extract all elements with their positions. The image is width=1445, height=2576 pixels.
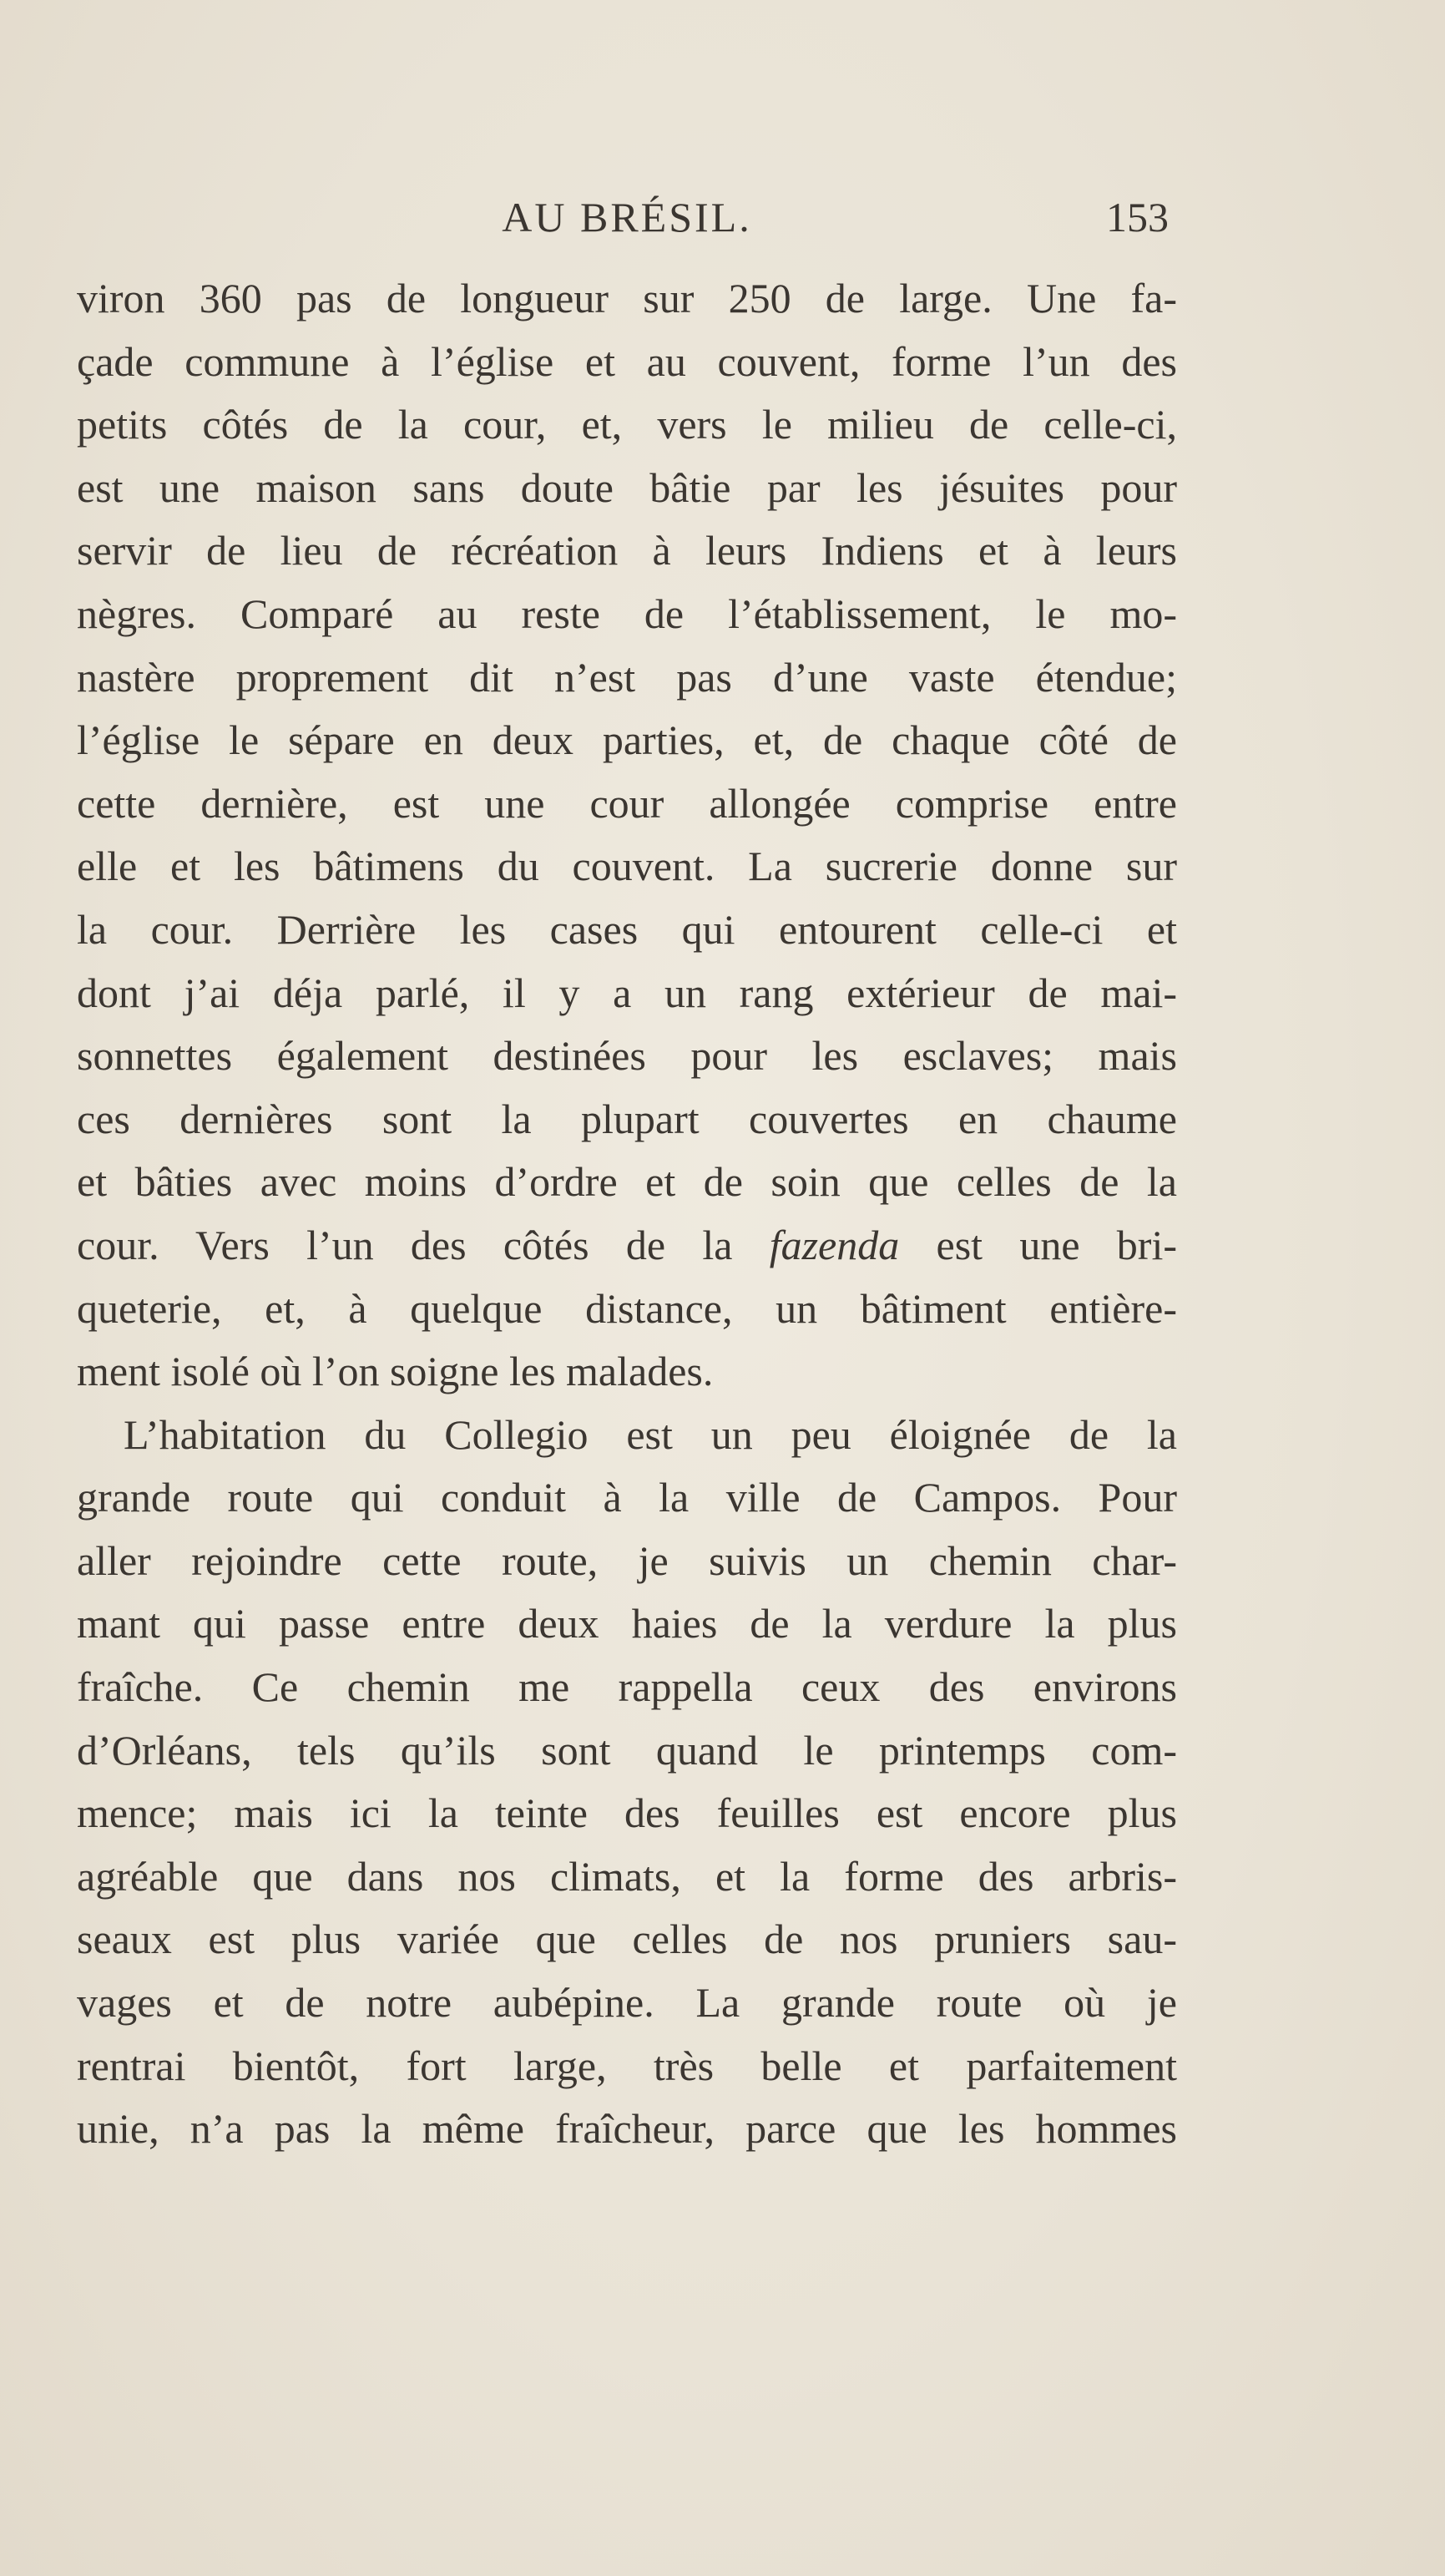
line-text: seaux est plus variée que celles de nos pruniers sau- bbox=[77, 1916, 1177, 1963]
line-text: aller rejoindre cette route, je suivis un chemin char- bbox=[77, 1536, 1177, 1584]
line-text: cette dernière, est une cour allongée comprise entre bbox=[77, 779, 1177, 827]
line-text: mence; mais ici la teinte des feuilles est encore plus bbox=[77, 1789, 1177, 1837]
text-line bbox=[77, 1845, 1177, 1909]
text-line bbox=[77, 1151, 1177, 1214]
text-line bbox=[77, 1278, 1177, 1341]
line-text: nègres. Comparé au reste de l’établissement, le mo- bbox=[77, 590, 1177, 637]
line-text: viron 360 pas de longueur sur 250 de large. Une fa- bbox=[77, 275, 1177, 321]
text-span: est une bri- bbox=[936, 1221, 1177, 1268]
paragraph bbox=[77, 1404, 1177, 2161]
line-text: dont j’ai déja parlé, il y a un rang extérieur de mai- bbox=[77, 969, 1177, 1016]
line-text: rentrai bientôt, fort large, très belle et parfaitement bbox=[77, 2042, 1177, 2089]
page-number: 153 bbox=[1106, 194, 1169, 240]
paragraph bbox=[77, 267, 1177, 1214]
text-line bbox=[77, 393, 1177, 457]
page-header bbox=[77, 185, 1177, 249]
text-line bbox=[77, 519, 1177, 583]
text-line bbox=[77, 1530, 1177, 1593]
text-line bbox=[77, 1088, 1177, 1151]
text-line bbox=[77, 1466, 1177, 1530]
text-line bbox=[77, 709, 1177, 772]
running-title: AU BRÉSIL. bbox=[502, 194, 752, 240]
line-text: nastère proprement dit n’est pas d’une vaste étendue; bbox=[77, 653, 1177, 701]
text-line bbox=[77, 1404, 1177, 1467]
line-text: servir de lieu de récréation à leurs Indiens et à leurs bbox=[77, 527, 1177, 574]
text-line bbox=[77, 2035, 1177, 2098]
text-line bbox=[77, 1719, 1177, 1783]
text-line bbox=[77, 646, 1177, 710]
text-line bbox=[77, 1971, 1177, 2035]
text-line bbox=[77, 1782, 1177, 1845]
line-text: L’habitation du Collegio est un peu éloignée de la bbox=[124, 1410, 1177, 1458]
line-text: queterie, et, à quelque distance, un bâtiment entière- bbox=[77, 1284, 1177, 1332]
line-text: et bâties avec moins d’ordre et de soin que celles de la bbox=[77, 1158, 1177, 1206]
line-text: ces dernières sont la plupart couvertes en chaume bbox=[77, 1095, 1177, 1142]
text-line bbox=[77, 898, 1177, 962]
text-line bbox=[77, 1592, 1177, 1656]
body-text bbox=[77, 267, 1177, 2161]
line-text: vages et de notre aubépine. La grande route où je bbox=[77, 1979, 1177, 2027]
line-text: unie, n’a pas la même fraîcheur, parce que les hommes bbox=[77, 2105, 1177, 2153]
text-line bbox=[77, 1656, 1177, 1719]
text-line bbox=[77, 583, 1177, 646]
line-text: grande route qui conduit à la ville de Campos. Pour bbox=[77, 1474, 1177, 1521]
line-text: est une maison sans doute bâtie par les jésuites pour bbox=[77, 463, 1177, 511]
text-line bbox=[77, 1340, 1177, 1404]
line-text: mant qui passe entre deux haies de la verdure la plus bbox=[77, 1600, 1177, 1647]
line-text: d’Orléans, tels qu’ils sont quand le printemps com- bbox=[77, 1726, 1177, 1774]
text-line bbox=[77, 267, 1177, 331]
line-text: elle et les bâtimens du couvent. La sucrerie donne sur bbox=[77, 843, 1177, 890]
text-line bbox=[77, 1214, 1177, 1278]
line-text: agréable que dans nos climats, et la forme des arbris- bbox=[77, 1852, 1177, 1900]
text-line bbox=[77, 331, 1177, 394]
line-text: çade commune à l’église et au couvent, forme l’un des bbox=[77, 337, 1177, 385]
line-text: sonnettes également destinées pour les esclaves; mais bbox=[77, 1032, 1177, 1080]
paragraph-end bbox=[77, 1278, 1177, 1404]
line-text: fraîche. Ce chemin me rappella ceux des environs bbox=[77, 1663, 1177, 1711]
text-line bbox=[77, 1908, 1177, 1971]
text-line bbox=[77, 457, 1177, 520]
line-text: ment isolé où l’on soigne les malades. bbox=[77, 1348, 714, 1395]
text-line bbox=[77, 835, 1177, 898]
text-span: cour. Vers l’un des côtés de la bbox=[77, 1221, 733, 1268]
text-line bbox=[77, 962, 1177, 1025]
line-text: petits côtés de la cour, et, vers le milieu de celle-ci, bbox=[77, 401, 1177, 448]
line-text: la cour. Derrière les cases qui entourent celle-ci et bbox=[77, 905, 1177, 953]
italic-word: fazenda bbox=[769, 1221, 900, 1268]
text-line bbox=[77, 772, 1177, 836]
text-line bbox=[77, 2098, 1177, 2161]
line-text: l’église le sépare en deux parties, et, de chaque côté de bbox=[77, 716, 1177, 764]
text-line bbox=[77, 1025, 1177, 1088]
